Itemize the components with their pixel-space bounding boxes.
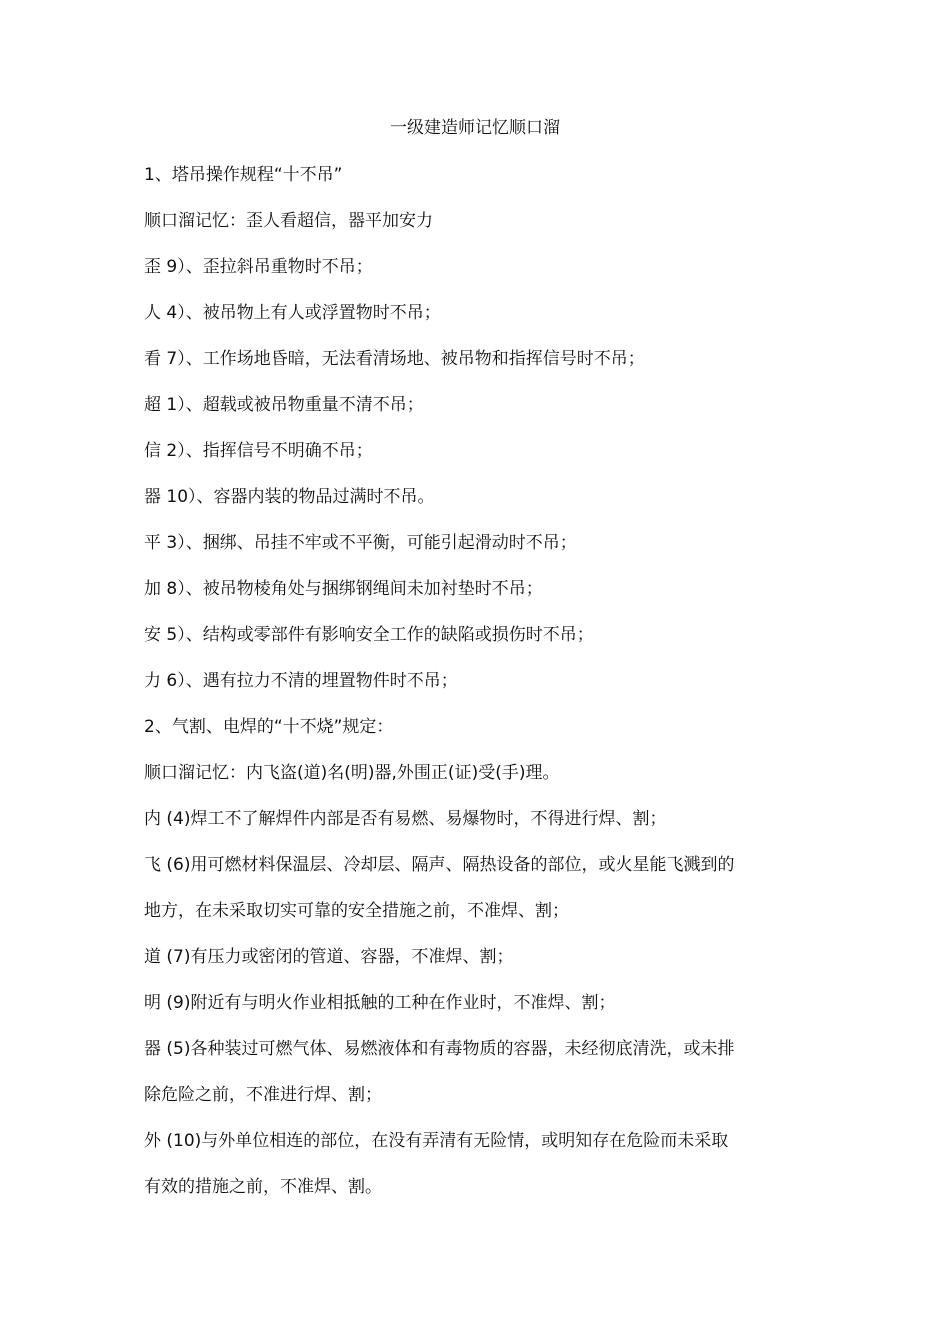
text-line: 道 (7)有压力或密闭的管道、容器，不准焊、割； [144,947,514,967]
text-line: 安 5）、结构或零部件有影响安全工作的缺陷或损伤时不吊； [144,625,594,645]
text-line: 明 (9)附近有与明火作业相抵触的工种在作业时，不准焊、割； [144,993,616,1013]
text-line: 顺口溜记忆：歪人看超信，器平加安力 [144,211,433,231]
document-title: 一级建造师记忆顺口溜 [390,118,560,138]
text-line: 2、气割、电焊的“十不烧”规定： [144,717,394,737]
text-line: 飞 (6)用可燃材料保温层、冷却层、隔声、隔热设备的部位，或火星能飞溅到的 [144,855,735,875]
text-line: 平 3）、捆绑、吊挂不牢或不平衡，可能引起滑动时不吊； [144,533,577,553]
document-body [144,163,784,1221]
text-line: 加 8）、被吊物棱角处与捆绑钢绳间未加衬垫时不吊； [144,579,543,599]
text-line: 内 (4)焊工不了解焊件内部是否有易燃、易爆物时，不得进行焊、割； [144,809,667,829]
text-line: 1、塔吊操作规程“十不吊” [144,165,343,185]
text-line: 超 1）、超载或被吊物重量不清不吊； [144,395,424,415]
text-line: 地方，在未采取切实可靠的安全措施之前，不准焊、割； [144,901,569,921]
text-line: 看 7）、工作场地昏暗，无法看清场地、被吊物和指挥信号时不吊； [144,349,645,369]
text-line: 力 6）、遇有拉力不清的埋置物件时不吊； [144,671,458,691]
text-line: 外 (10)与外单位相连的部位，在没有弄清有无险情，或明知存在危险而未采取 [144,1131,729,1151]
text-line: 器 10）、容器内装的物品过满时不吊。 [144,487,435,507]
text-line: 顺口溜记忆：内飞盗(道)名(明)器,外围正(证)受(手)理。 [144,763,560,783]
text-line: 器 (5)各种装过可燃气体、易燃液体和有毒物质的容器，未经彻底清洗，或未排 [144,1039,735,1059]
text-line: 人 4）、被吊物上有人或浮置物时不吊； [144,303,441,323]
text-line: 有效的措施之前，不准焊、割。 [144,1177,382,1197]
text-line: 信 2）、指挥信号不明确不吊； [144,441,373,461]
text-line: 除危险之前，不准进行焊、割； [144,1085,382,1105]
text-line: 歪 9）、歪拉斜吊重物时不吊； [144,257,373,277]
